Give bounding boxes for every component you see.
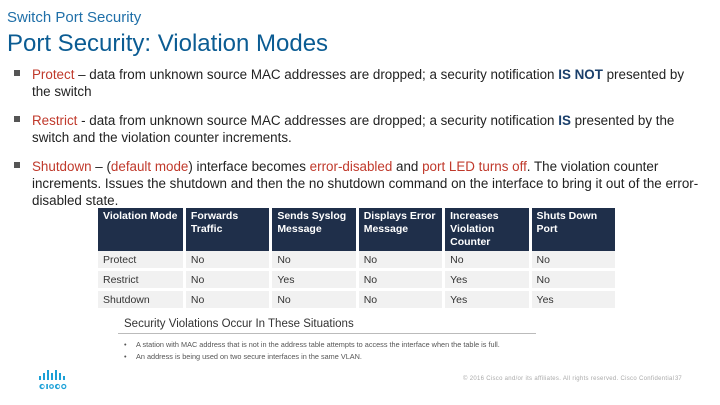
bullet-shutdown [14, 158, 704, 209]
table-cell: No [357, 290, 443, 310]
violations-list [124, 340, 534, 364]
bullet-list [14, 66, 704, 221]
mode-name: Protect [32, 67, 75, 82]
emphasis: default mode [110, 159, 189, 174]
table-cell: Yes [271, 270, 357, 290]
list-item-text: A station with MAC address that is not in the address table attempts to access the interface when the table is full. [136, 340, 500, 349]
table-cell: No [184, 270, 270, 290]
copyright-footer: © 2016 Cisco and/or its affiliates. All rights reserved. Cisco Confidential [463, 376, 675, 382]
mode-name: Restrict [32, 113, 78, 128]
column-header: Sends Syslog Message [271, 208, 357, 251]
square-bullet-icon [14, 116, 20, 122]
page-number: 37 [675, 376, 682, 382]
table-header-row [98, 208, 617, 251]
bullet-text: presented by the switch [32, 67, 685, 99]
violations-title: Security Violations Occur In These Situations [124, 318, 354, 330]
column-header: Shuts Down Port [530, 208, 616, 251]
column-header: Forwards Traffic [184, 208, 270, 251]
bullet-restrict [14, 112, 704, 146]
table-cell: Shutdown [98, 290, 184, 310]
emphasis: IS [558, 113, 571, 128]
bullet-icon: • [124, 352, 127, 361]
table-cell: No [357, 251, 443, 270]
table-cell: No [184, 251, 270, 270]
table-cell: No [444, 251, 530, 270]
table-cell: No [184, 290, 270, 310]
bullet-text: . The violation counter increments. Issues the shutdown and then the no shutdown command on the interface to bring it out of the error-disabled state. [32, 159, 699, 208]
list-item [124, 352, 534, 362]
table-cell: Yes [444, 290, 530, 310]
column-header: Violation Mode [98, 208, 184, 251]
square-bullet-icon [14, 70, 20, 76]
violation-modes-table [98, 208, 618, 311]
table-row [98, 270, 617, 290]
table-cell: Restrict [98, 270, 184, 290]
cisco-logo-icon [38, 370, 68, 392]
table-cell: No [357, 270, 443, 290]
bullet-text: and [392, 159, 423, 174]
table-row [98, 290, 617, 310]
table-cell: No [530, 251, 616, 270]
section-label: Switch Port Security [7, 9, 142, 26]
bullet-text: presented by the switch and the violation counter increments. [32, 113, 675, 145]
table-cell: Yes [444, 270, 530, 290]
table-cell: No [271, 290, 357, 310]
mode-name: Shutdown [32, 159, 92, 174]
bullet-protect [14, 66, 704, 100]
bullet-text: – data from unknown source MAC addresses are dropped; a security notification [74, 67, 559, 82]
table-cell: No [271, 251, 357, 270]
list-item-text: An address is being used on two secure interfaces in the same VLAN. [136, 352, 362, 361]
table-row [98, 251, 617, 270]
bullet-text: - data from unknown source MAC addresses are dropped; a security notification [77, 113, 559, 128]
bullet-icon: • [124, 340, 127, 349]
column-header: Increases Violation Counter [444, 208, 530, 251]
bullet-text: ) interface becomes [188, 159, 310, 174]
slide-title: Port Security: Violation Modes [7, 30, 329, 57]
emphasis: port LED turns off [422, 159, 527, 174]
emphasis: error-disabled [309, 159, 393, 174]
table-cell: No [530, 270, 616, 290]
table-cell: Protect [98, 251, 184, 270]
bullet-text: – ( [91, 159, 111, 174]
square-bullet-icon [14, 162, 20, 168]
divider [118, 333, 536, 334]
table-cell: Yes [530, 290, 616, 310]
emphasis: IS NOT [558, 67, 603, 82]
list-item [124, 340, 534, 350]
column-header: Displays Error Message [357, 208, 443, 251]
